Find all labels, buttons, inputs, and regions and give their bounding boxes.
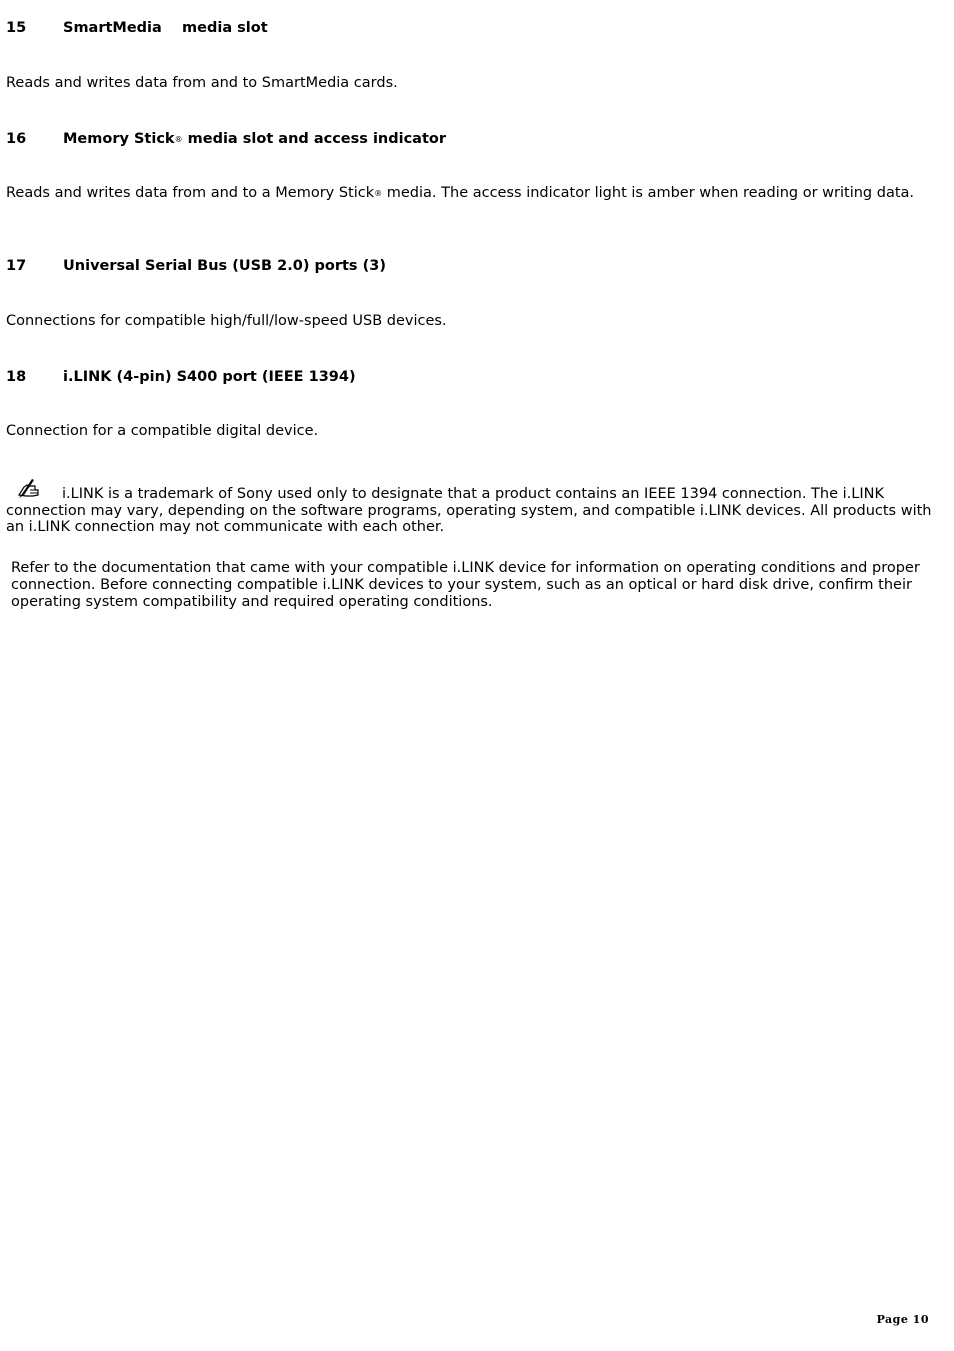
section-body-text-rest: media. The access indicator light is amber when reading or writing data. [382,185,915,201]
registered-mark: ® [374,189,383,198]
note-pencil-icon [16,478,42,500]
section-title-rest: media slot [161,20,268,36]
section-body-text: Connections for compatible high/full/low-speed USB devices. [6,313,447,329]
note-block [6,478,936,536]
registered-mark: ® [174,135,183,144]
section-number: 18 [6,369,27,385]
page-number: Page 10 [876,1313,929,1326]
note-extra-text: Refer to the documentation that came with your compatible i.LINK device for information on operating conditions and proper connection. Before connecting compatible i.LINK devices to your system, such as an optical or hard disk drive, confirm their operating system compatibility and required operating conditions. [11,560,920,610]
section-heading-16 [6,130,446,149]
section-number: 17 [6,258,27,274]
section-body-16 [6,185,936,202]
section-body-text: Reads and writes data from and to SmartMedia cards. [6,75,398,91]
section-title: Memory Stick [63,131,175,147]
note-text: i.LINK is a trademark of Sony used only to designate that a product contains an IEEE 1394 connection. The i.LINK connection may vary, depending on the software programs, operating system, and compatible i.LINK devices. All products with an i.LINK connection may not communicate with each other. [6,486,932,535]
section-heading-18 [6,368,356,386]
section-title: Universal Serial Bus (USB 2.0) ports (3) [63,258,386,274]
section-body-text: Reads and writes data from and to a Memory Stick [6,185,375,201]
section-body-text: Connection for a compatible digital device. [6,423,319,439]
section-number: 16 [6,131,27,147]
section-number: 15 [6,20,27,36]
section-body-18 [6,423,936,440]
section-heading-15 [6,19,268,37]
section-title: i.LINK (4-pin) S400 port (IEEE 1394) [63,369,356,385]
section-title-rest: media slot and access indicator [182,131,447,147]
section-title: SmartMedia [63,20,162,36]
section-heading-17 [6,257,386,275]
section-body-15 [6,75,936,92]
section-body-17 [6,313,936,330]
